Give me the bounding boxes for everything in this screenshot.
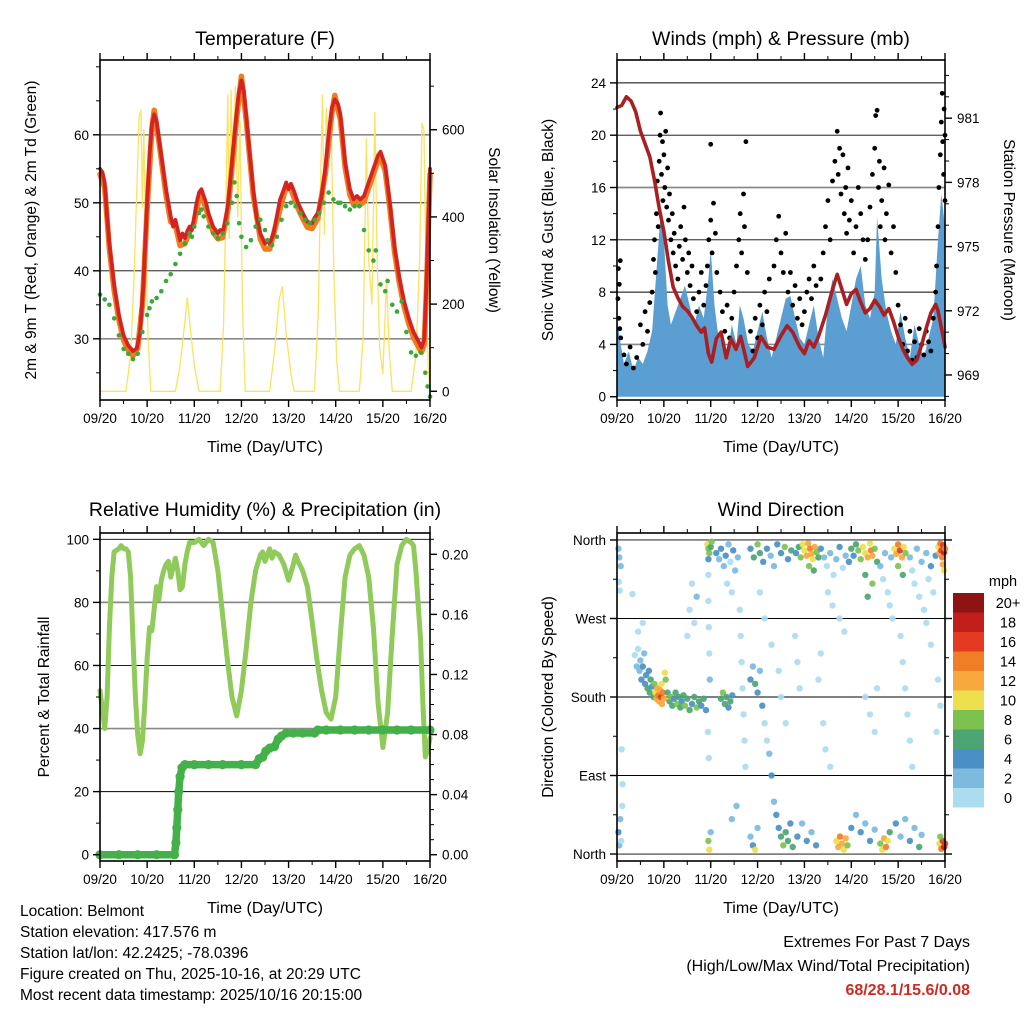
x-tick-label: 12/20 [740,872,775,887]
y-left-tick-label: North [572,847,606,863]
x-tick-label: 11/20 [694,872,728,887]
y-right-tick-label: 0.16 [442,607,469,623]
y-left-tick-label: 30 [73,331,89,347]
wind-direction-chart [540,499,1020,917]
y-right-tick-label: 0.00 [442,847,469,863]
winds-ylabel-right: Station Pressure (Maroon) [1000,139,1017,321]
sonic-wind-series [617,194,945,397]
temp-9m-series [100,76,430,356]
legend-label: 10 [999,693,1017,710]
y-left-tick-label: 8 [598,285,606,301]
legend-label: 12 [999,673,1017,690]
x-tick-label: 13/20 [271,872,306,887]
temperature-ylabel-left: 2m & 9m T (Red, Orange) & 2m Td (Green) [23,80,40,380]
x-tick-label: 16/20 [413,872,447,887]
x-tick-label: 12/20 [224,411,259,426]
x-tick-label: 14/20 [834,411,869,426]
y-left-tick-label: 40 [73,721,89,737]
y-left-tick-label: 16 [590,180,606,196]
y-left-tick-label: 40 [73,263,89,279]
y-left-tick-label: West [575,611,606,627]
station-info [20,901,362,1006]
legend-label: 0 [1003,790,1013,807]
y-left-tick-label: 12 [590,232,606,248]
humidity-ylabel-left: Percent & Total Rainfall [36,616,53,778]
wind-direction-ylabel-left: Direction (Colored By Speed) [540,596,557,798]
x-tick-label: 16/20 [413,411,447,426]
legend-label: 16 [999,634,1017,651]
y-left-tick-label: 60 [73,127,89,143]
x-tick-label: 16/20 [928,872,962,887]
y-left-tick-label: 4 [598,337,606,353]
x-tick-label: 10/20 [646,411,681,426]
extremes-block [686,931,970,1003]
legend-label: 8 [1003,712,1013,729]
station-elevation: Station elevation: 417.576 m [20,924,217,941]
y-left-tick-label: 0 [81,847,89,863]
humidity-title: Relative Humidity (%) & Precipitation (in) [88,499,442,521]
winds-chart [540,28,1017,456]
x-tick-label: 15/20 [365,872,400,887]
recent-data-timestamp: Most recent data timestamp: 2025/10/16 20:15:00 [20,987,363,1004]
x-tick-label: 13/20 [787,872,822,887]
x-tick-label: 09/20 [600,872,634,887]
y-left-tick-label: 20 [590,128,606,144]
x-tick-label: 14/20 [834,872,869,887]
x-tick-label: 14/20 [318,411,353,426]
wind-direction-title: Wind Direction [717,499,845,521]
winds-title: Winds (mph) & Pressure (mb) [652,28,910,50]
y-right-tick-label: 200 [442,297,465,313]
y-right-tick-label: 969 [957,367,980,383]
legend-title: mph [988,574,1018,590]
temperature-title: Temperature (F) [195,28,335,50]
legend-label: 18 [999,615,1017,632]
humidity-chart [36,499,469,917]
y-left-tick-label: 0 [598,389,606,405]
x-tick-label: 10/20 [646,872,681,887]
wind-direction-points-series [615,539,948,853]
y-right-tick-label: 400 [442,209,465,225]
station-location: Location: Belmont [20,903,145,920]
x-tick-label: 13/20 [787,411,822,426]
temperature-chart [23,28,502,456]
x-tick-label: 15/20 [881,872,916,887]
x-tick-label: 11/20 [177,411,211,426]
y-right-tick-label: 981 [957,111,980,127]
y-left-tick-label: 80 [73,595,89,611]
y-left-tick-label: 50 [73,195,89,211]
winds-xlabel: Time (Day/UTC) [723,439,839,456]
x-tick-label: 13/20 [271,411,306,426]
extremes-title: Extremes For Past 7 Days [783,934,970,951]
legend-label: 20+ [995,595,1021,612]
x-tick-label: 10/20 [130,411,165,426]
y-right-tick-label: 0 [442,384,450,400]
y-left-tick-label: 100 [66,532,89,548]
x-tick-label: 15/20 [881,411,916,426]
speed-legend [953,574,1020,808]
legend-label: 6 [1003,732,1013,749]
temperature-ylabel-right: Solar Insolation (Yellow) [485,147,502,313]
x-tick-label: 09/20 [83,411,117,426]
y-left-tick-label: South [570,690,606,705]
x-tick-label: 15/20 [365,411,400,426]
extremes-values: 68/28.1/15.6/0.08 [845,982,970,999]
y-left-tick-label: East [578,768,606,784]
y-right-tick-label: 0.04 [442,787,469,803]
legend-label: 2 [1003,771,1013,788]
figure-created-timestamp: Figure created on Thu, 2025-10-16, at 20:29 UTC [20,966,361,983]
station-latlon: Station lat/lon: 42.2425; -78.0396 [20,945,249,962]
y-right-tick-label: 0.12 [442,667,469,683]
y-right-tick-label: 0.20 [442,547,469,563]
x-tick-label: 14/20 [318,872,353,887]
x-tick-label: 11/20 [694,411,728,426]
humidity-xlabel: Time (Day/UTC) [207,900,323,917]
x-tick-label: 12/20 [224,872,259,887]
wind-direction-xlabel: Time (Day/UTC) [723,900,839,917]
legend-label: 4 [1003,751,1013,768]
legend-label: 14 [999,654,1017,671]
x-tick-label: 16/20 [928,411,962,426]
x-tick-label: 11/20 [177,872,211,887]
y-left-tick-label: 60 [73,658,89,674]
y-right-tick-label: 978 [957,175,980,191]
winds-ylabel-left: Sonic Wind & Gust (Blue, Black) [540,118,557,342]
y-left-tick-label: North [572,532,606,548]
extremes-subtitle: (High/Low/Max Wind/Total Precipitation) [686,958,970,975]
y-right-tick-label: 600 [442,122,465,138]
y-right-tick-label: 975 [957,239,980,255]
x-tick-label: 09/20 [600,411,634,426]
x-tick-label: 09/20 [83,872,117,887]
y-left-tick-label: 24 [590,75,606,91]
x-tick-label: 12/20 [740,411,775,426]
y-right-tick-label: 972 [957,303,980,319]
temperature-xlabel: Time (Day/UTC) [207,439,323,456]
y-right-tick-label: 0.08 [442,727,469,743]
y-left-tick-label: 20 [73,784,89,800]
relative-humidity-series [100,539,430,757]
x-tick-label: 10/20 [130,872,165,887]
